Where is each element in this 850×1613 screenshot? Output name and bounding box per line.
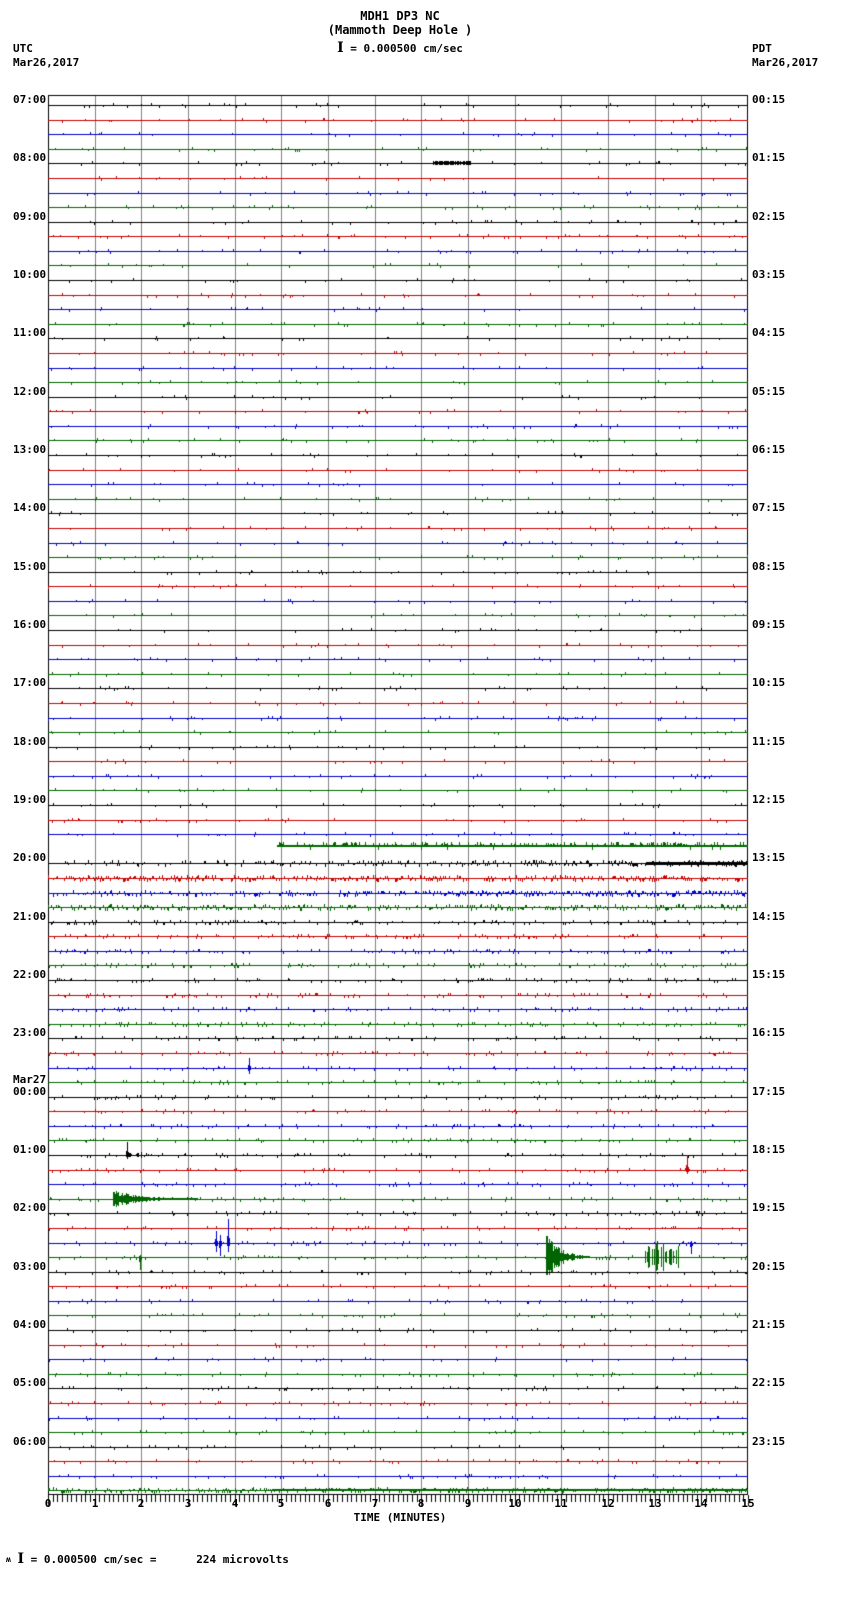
x-tick-label: 9: [464, 1497, 472, 1510]
utc-hour-label: 08:00: [13, 151, 47, 164]
utc-day-change-label: Mar27: [13, 1073, 47, 1086]
utc-hour-label: 14:00: [13, 501, 47, 514]
pdt-hour-label: 16:15: [752, 1026, 786, 1039]
utc-hour-label: 13:00: [13, 443, 47, 456]
x-tick-label: 4: [231, 1497, 239, 1510]
utc-hour-label: 09:00: [13, 210, 47, 223]
pdt-hour-label: 22:15: [752, 1376, 786, 1389]
x-tick-label: 7: [371, 1497, 379, 1510]
x-tick-label: 13: [648, 1497, 662, 1510]
utc-hour-label: 12:00: [13, 385, 47, 398]
pdt-hour-label: 19:15: [752, 1201, 786, 1214]
x-tick-label: 0: [44, 1497, 52, 1510]
pdt-hour-label: 08:15: [752, 560, 786, 573]
pdt-hour-label: 12:15: [752, 793, 786, 806]
pdt-hour-label: 21:15: [752, 1318, 786, 1331]
footer-lead-glyph: ʍ: [6, 1555, 11, 1564]
utc-hour-label: 10:00: [13, 268, 47, 281]
utc-hour-label: 07:00: [13, 93, 47, 106]
utc-hour-label: 18:00: [13, 735, 47, 748]
x-tick-label: 3: [184, 1497, 192, 1510]
x-tick-label: 8: [417, 1497, 425, 1510]
utc-hour-label: 03:00: [13, 1260, 47, 1273]
utc-hour-label: 04:00: [13, 1318, 47, 1331]
utc-hour-label: 02:00: [13, 1201, 47, 1214]
utc-hour-label: 06:00: [13, 1435, 47, 1448]
x-tick-label: 12: [601, 1497, 615, 1510]
pdt-hour-label: 23:15: [752, 1435, 786, 1448]
x-tick-label: 5: [277, 1497, 285, 1510]
x-tick-label: 11: [554, 1497, 568, 1510]
x-tick-label: 1: [91, 1497, 99, 1510]
pdt-hour-label: 03:15: [752, 268, 786, 281]
pdt-hour-label: 10:15: [752, 676, 786, 689]
pdt-hour-label: 01:15: [752, 151, 786, 164]
x-tick-label: 2: [137, 1497, 145, 1510]
pdt-hour-label: 11:15: [752, 735, 786, 748]
pdt-hour-label: 02:15: [752, 210, 786, 223]
x-tick-label: 15: [741, 1497, 755, 1510]
pdt-hour-label: 14:15: [752, 910, 786, 923]
pdt-hour-label: 00:15: [752, 93, 786, 106]
utc-hour-label: 23:00: [13, 1026, 47, 1039]
pdt-hour-label: 05:15: [752, 385, 786, 398]
utc-hour-label: 15:00: [13, 560, 47, 573]
pdt-hour-label: 06:15: [752, 443, 786, 456]
utc-hour-label: 00:00: [13, 1085, 47, 1098]
x-axis-title: TIME (MINUTES): [353, 1511, 447, 1524]
pdt-hour-label: 18:15: [752, 1143, 786, 1156]
utc-hour-label: 21:00: [13, 910, 47, 923]
utc-hour-label: 22:00: [13, 968, 47, 981]
utc-hour-label: 01:00: [13, 1143, 47, 1156]
pdt-hour-label: 07:15: [752, 501, 786, 514]
pdt-hour-label: 09:15: [752, 618, 786, 631]
utc-hour-label: 19:00: [13, 793, 47, 806]
x-tick-label: 10: [508, 1497, 522, 1510]
utc-hour-label: 11:00: [13, 326, 47, 339]
footer-bracket-symbol: I: [17, 1551, 25, 1567]
utc-hour-label: 05:00: [13, 1376, 47, 1389]
utc-hour-label: 16:00: [13, 618, 47, 631]
pdt-hour-label: 17:15: [752, 1085, 786, 1098]
pdt-hour-label: 20:15: [752, 1260, 786, 1273]
footer-scale-note: [6, 1551, 289, 1567]
footer-text: = 0.000500 cm/sec = 224 microvolts: [24, 1553, 289, 1566]
pdt-hour-label: 13:15: [752, 851, 786, 864]
utc-hour-label: 20:00: [13, 851, 47, 864]
x-tick-label: 6: [324, 1497, 332, 1510]
pdt-hour-label: 15:15: [752, 968, 786, 981]
utc-hour-label: 17:00: [13, 676, 47, 689]
pdt-hour-label: 04:15: [752, 326, 786, 339]
x-tick-label: 14: [694, 1497, 708, 1510]
